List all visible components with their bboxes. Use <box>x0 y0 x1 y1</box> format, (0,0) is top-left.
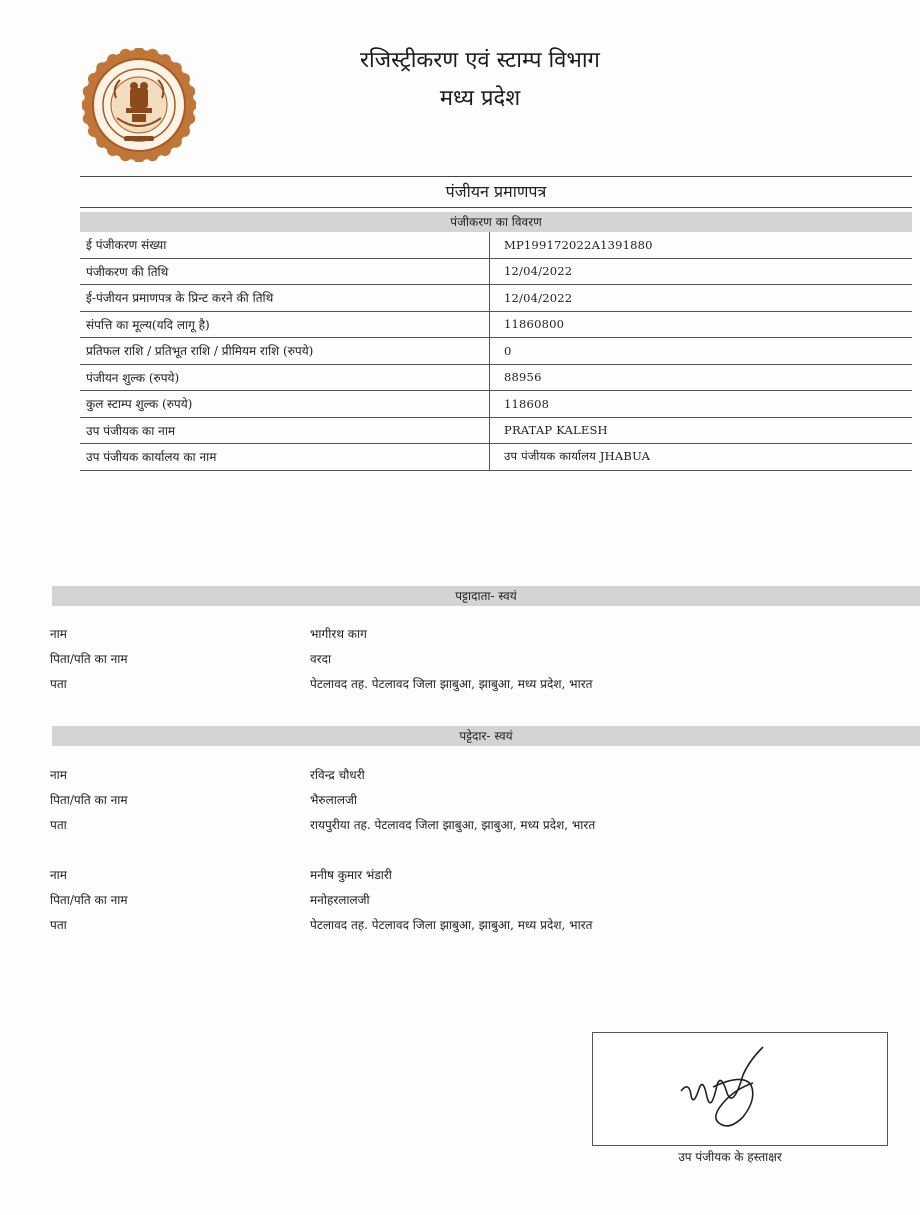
father-name-label: पिता/पति का नाम <box>50 793 128 807</box>
row-label: पंजीकरण की तिथि <box>80 258 490 285</box>
father-name-value: भैरुलालजी <box>310 793 358 807</box>
registration-table <box>80 232 912 471</box>
name-label: नाम <box>50 768 67 782</box>
row-label: पंजीयन शुल्क (रुपये) <box>80 364 490 391</box>
father-name-label: पिता/पति का नाम <box>50 893 128 907</box>
address-label: पता <box>50 818 67 832</box>
name-value: मनीष कुमार भंडारी <box>310 868 392 882</box>
row-value: 118608 <box>490 391 913 418</box>
row-value: 0 <box>490 338 913 365</box>
address-value: पेटलावद तह. पेटलावद जिला झाबुआ, झाबुआ, मध्य प्रदेश, भारत <box>310 677 593 691</box>
row-label: उप पंजीयक कार्यालय का नाम <box>80 444 490 471</box>
handwritten-signature-icon <box>593 1033 887 1145</box>
father-name-row <box>50 647 910 672</box>
father-name-row <box>50 888 910 913</box>
signature-label: उप पंजीयक के हस्ताक्षर <box>678 1150 782 1164</box>
lessee-heading: पट्टेदार- स्वयं <box>52 726 920 746</box>
table-row <box>80 311 912 338</box>
row-label: संपत्ति का मूल्य(यदि लागू है) <box>80 311 490 338</box>
name-value: भागीरथ काग <box>310 627 367 641</box>
table-row <box>80 338 912 365</box>
name-row <box>50 763 910 788</box>
address-row <box>50 913 910 938</box>
father-name-label: पिता/पति का नाम <box>50 652 128 666</box>
department-title: रजिस्ट्रीकरण एवं स्टाम्प विभाग <box>360 48 600 73</box>
table-row <box>80 232 912 258</box>
row-value: उप पंजीयक कार्यालय JHABUA <box>490 444 913 471</box>
table-row <box>80 285 912 312</box>
row-value: PRATAP KALESH <box>490 417 913 444</box>
lessor-details <box>50 622 910 697</box>
party-entry <box>50 763 910 838</box>
state-title: मध्य प्रदेश <box>439 86 521 111</box>
table-row <box>80 391 912 418</box>
address-label: पता <box>50 918 67 932</box>
name-row <box>50 622 910 647</box>
row-label: कुल स्टाम्प शुल्क (रुपये) <box>80 391 490 418</box>
signature-box <box>592 1032 888 1146</box>
row-label: ई-पंजीयन प्रमाणपत्र के प्रिन्ट करने की तिथि <box>80 285 490 312</box>
father-name-row <box>50 788 910 813</box>
row-value: 12/04/2022 <box>490 285 913 312</box>
mp-government-seal-icon <box>82 48 196 162</box>
address-value: रायपुरीया तह. पेटलावद जिला झाबुआ, झाबुआ, मध्य प्रदेश, भारत <box>310 818 596 832</box>
party-entry <box>50 622 910 697</box>
registration-details-box <box>80 176 912 471</box>
name-value: रविन्द्र चौधरी <box>310 768 365 782</box>
address-row <box>50 672 910 697</box>
row-label: प्रतिफल राशि / प्रतिभूत राशि / प्रीमियम राशि (रुपये) <box>80 338 490 365</box>
table-row <box>80 444 912 471</box>
party-entry <box>50 863 910 938</box>
name-label: नाम <box>50 627 67 641</box>
name-row <box>50 863 910 888</box>
row-value: 11860800 <box>490 311 913 338</box>
row-value: 88956 <box>490 364 913 391</box>
certificate-title: पंजीयन प्रमाणपत्र <box>80 177 912 208</box>
row-label: ई पंजीकरण संख्या <box>80 232 490 258</box>
address-value: पेटलावद तह. पेटलावद जिला झाबुआ, झाबुआ, मध्य प्रदेश, भारत <box>310 918 593 932</box>
address-row <box>50 813 910 838</box>
table-row <box>80 258 912 285</box>
table-row <box>80 417 912 444</box>
row-value: 12/04/2022 <box>490 258 913 285</box>
table-row <box>80 364 912 391</box>
row-value: MP199172022A1391880 <box>490 232 913 258</box>
row-label: उप पंजीयक का नाम <box>80 417 490 444</box>
lessee-details <box>50 763 910 938</box>
address-label: पता <box>50 677 67 691</box>
lessor-heading: पट्टादाता- स्वयं <box>52 586 920 606</box>
father-name-value: वरदा <box>310 652 332 666</box>
father-name-value: मनोहरलालजी <box>310 893 370 907</box>
name-label: नाम <box>50 868 67 882</box>
details-heading: पंजीकरण का विवरण <box>80 212 912 232</box>
